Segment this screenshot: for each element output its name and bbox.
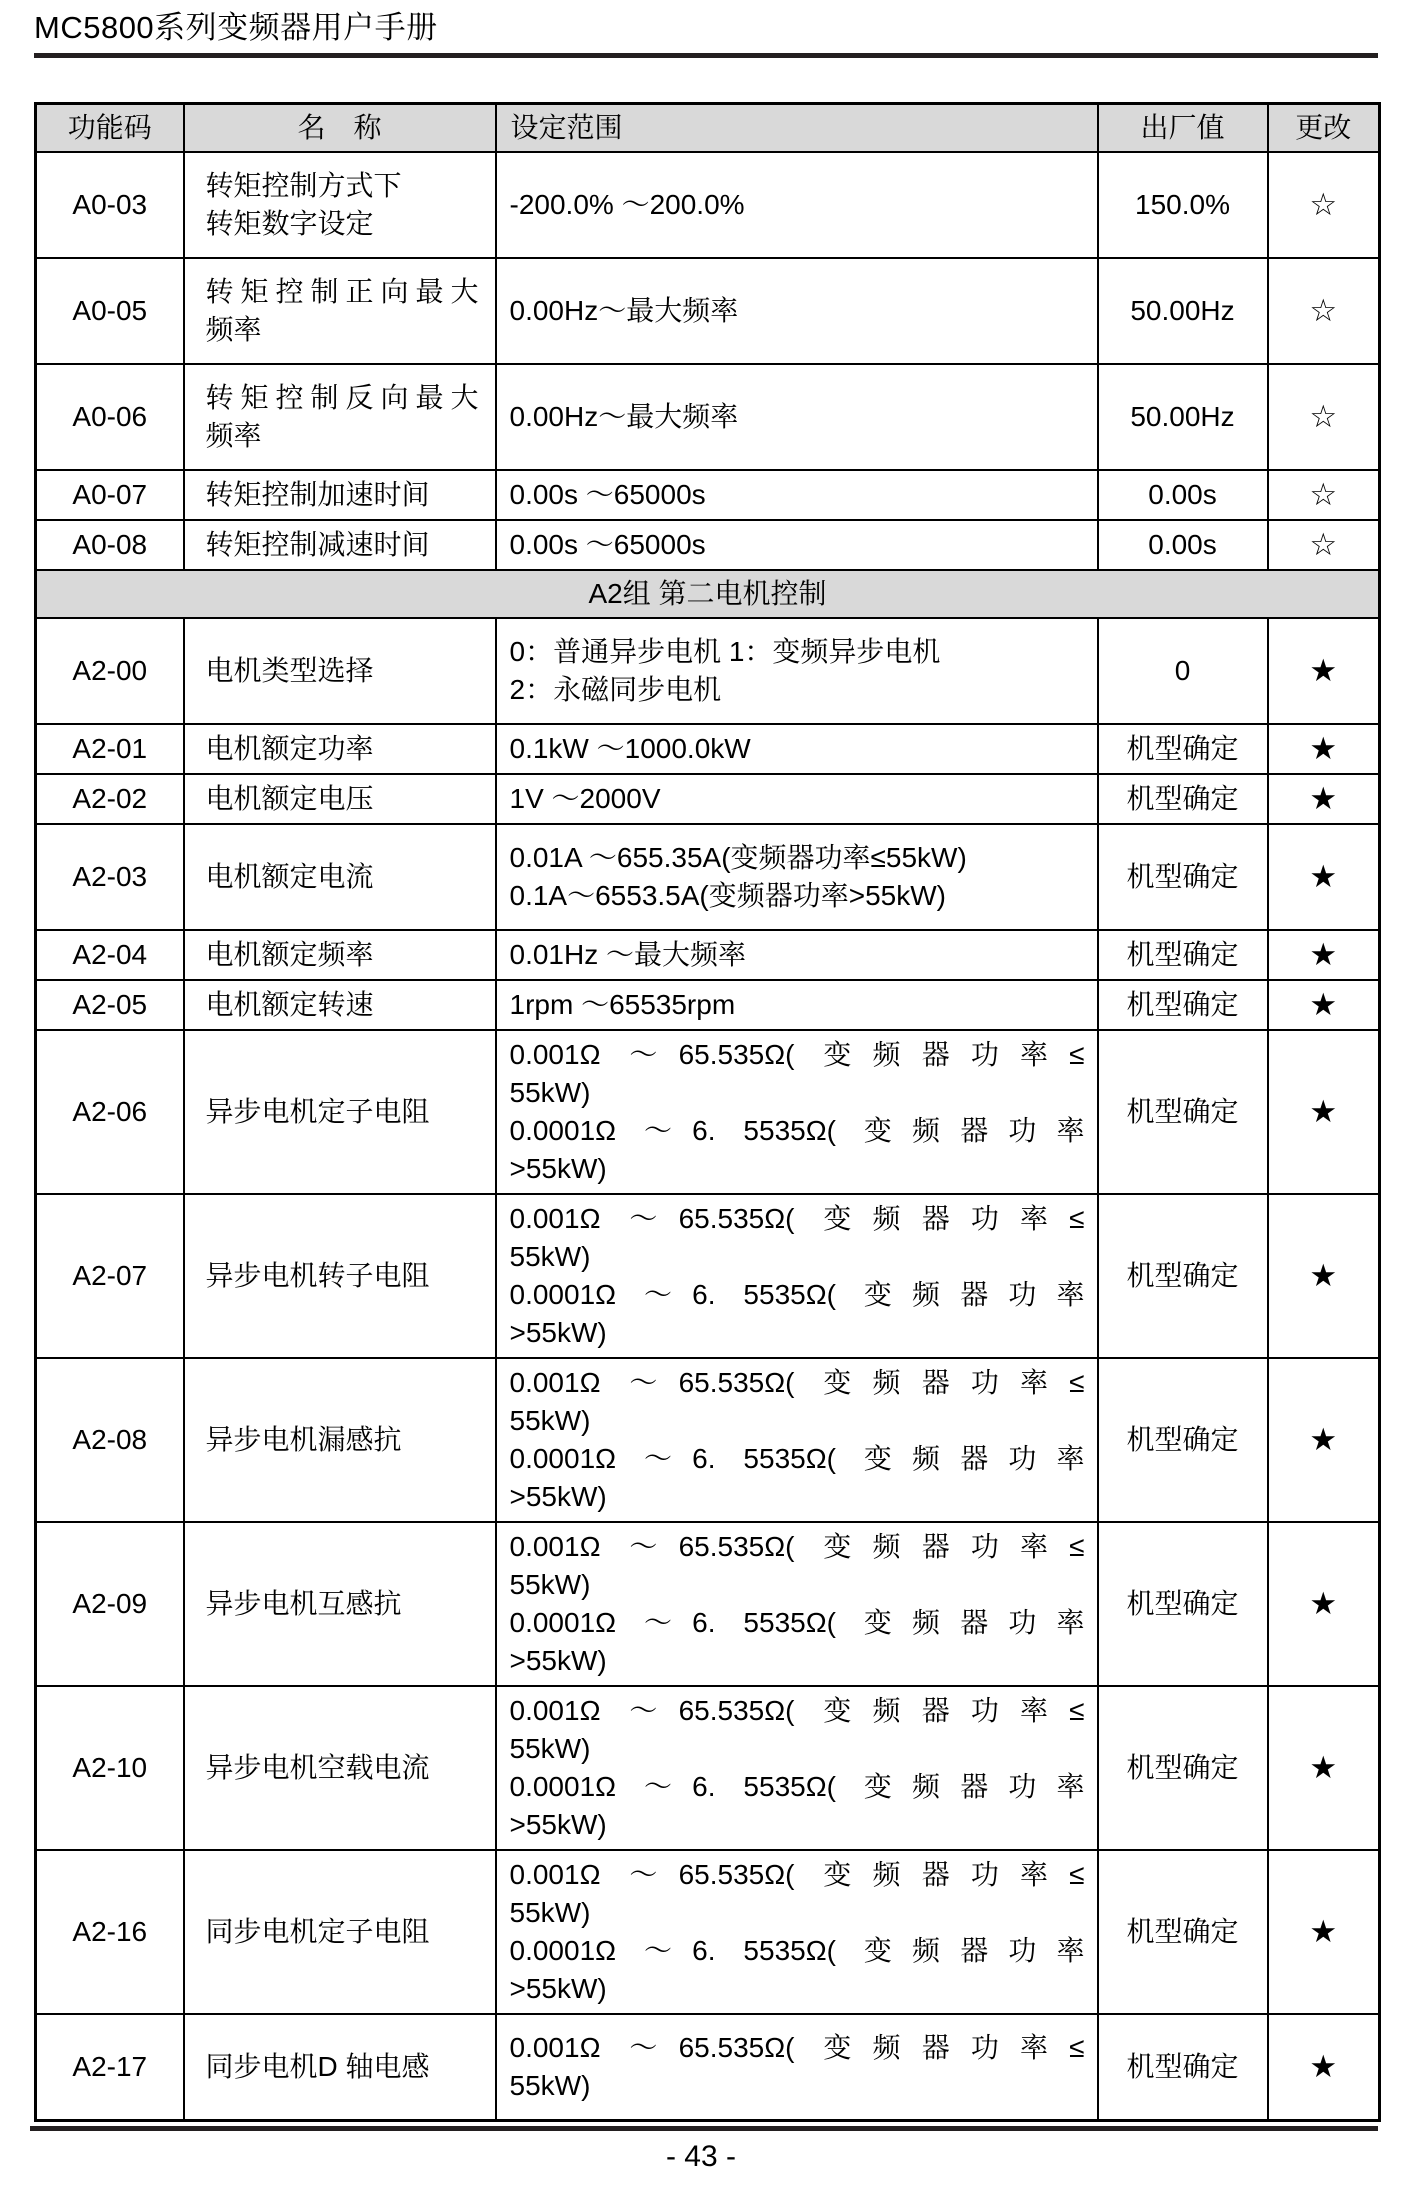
setting-range-cell <box>496 1194 1098 1358</box>
factory-default-cell: 0.00s <box>1098 470 1268 520</box>
text-line: 0.00s ～65000s <box>509 479 706 510</box>
function-code-cell: A2-06 <box>36 1030 184 1194</box>
factory-default-cell: 机型确定 <box>1098 1030 1268 1194</box>
factory-default-cell: 机型确定 <box>1098 2014 1268 2121</box>
text-line: 同步电机定子电阻 <box>205 1916 430 1947</box>
name-cell <box>184 152 496 258</box>
column-header-code: 功能码 <box>36 104 184 153</box>
factory-default-cell: 50.00Hz <box>1098 364 1268 470</box>
table-row <box>36 364 1380 470</box>
setting-range-cell <box>496 470 1098 520</box>
filled-star-icon: ★ <box>1309 1750 1338 1785</box>
function-code-cell: A2-10 <box>36 1686 184 1850</box>
text-line: 0.0001Ω ～6. 5535Ω( 变频器功率 <box>509 1771 1085 1802</box>
parameter-table <box>34 102 1381 2122</box>
name-cell <box>184 364 496 470</box>
footer-divider <box>30 2126 1378 2131</box>
open-star-icon: ☆ <box>1309 399 1338 434</box>
filled-star-icon: ★ <box>1309 731 1338 766</box>
setting-range-cell <box>496 1030 1098 1194</box>
text-line: 异步电机定子电阻 <box>205 1096 430 1127</box>
change-cell <box>1268 980 1380 1030</box>
text-line: 转矩控制反向最大 <box>205 382 479 413</box>
text-line: 0.0001Ω ～6. 5535Ω( 变频器功率 <box>509 1935 1085 1966</box>
name-cell <box>184 470 496 520</box>
setting-range-cell <box>496 1358 1098 1522</box>
text-line: 异步电机漏感抗 <box>205 1424 402 1455</box>
table-row <box>36 980 1380 1030</box>
setting-range-cell <box>496 1686 1098 1850</box>
table-row <box>36 824 1380 930</box>
change-cell <box>1268 470 1380 520</box>
setting-range-cell <box>496 2014 1098 2121</box>
setting-range-cell <box>496 1850 1098 2014</box>
text-line: 0.0001Ω ～6. 5535Ω( 变频器功率 <box>509 1607 1085 1638</box>
name-cell <box>184 258 496 364</box>
text-line: >55kW) <box>509 1481 607 1512</box>
factory-default-cell: 50.00Hz <box>1098 258 1268 364</box>
text-line: 0.0001Ω ～6. 5535Ω( 变频器功率 <box>509 1279 1085 1310</box>
text-line: 1V ～2000V <box>509 783 661 814</box>
function-code-cell: A0-08 <box>36 520 184 570</box>
text-line: 电机额定电压 <box>205 783 374 814</box>
setting-range-cell <box>496 774 1098 824</box>
setting-range-cell <box>496 152 1098 258</box>
filled-star-icon: ★ <box>1309 1258 1338 1293</box>
text-line: 转矩控制正向最大 <box>205 276 479 307</box>
factory-default-cell: 机型确定 <box>1098 1850 1268 2014</box>
text-line: 电机额定功率 <box>205 733 374 764</box>
name-cell <box>184 980 496 1030</box>
table-row <box>36 1194 1380 1358</box>
text-line: 转矩数字设定 <box>205 208 374 239</box>
filled-star-icon: ★ <box>1309 781 1338 816</box>
setting-range-cell <box>496 258 1098 364</box>
change-cell <box>1268 152 1380 258</box>
setting-range-cell <box>496 980 1098 1030</box>
function-code-cell: A0-05 <box>36 258 184 364</box>
text-line: >55kW) <box>509 1317 607 1348</box>
name-cell <box>184 2014 496 2121</box>
factory-default-cell: 机型确定 <box>1098 774 1268 824</box>
setting-range-cell <box>496 824 1098 930</box>
name-cell <box>184 824 496 930</box>
text-line: 0.00Hz～最大频率 <box>509 295 739 326</box>
text-line: 0.00s ～65000s <box>509 529 706 560</box>
text-line: 1rpm ～65535rpm <box>509 989 736 1020</box>
text-line: 0.001Ω ～65.535Ω( 变频器功率≤ <box>509 1531 1085 1562</box>
setting-range-cell <box>496 618 1098 724</box>
name-cell <box>184 724 496 774</box>
function-code-cell: A0-06 <box>36 364 184 470</box>
factory-default-cell: 机型确定 <box>1098 1194 1268 1358</box>
function-code-cell: A2-08 <box>36 1358 184 1522</box>
text-line: 0.00Hz～最大频率 <box>509 401 739 432</box>
table-row <box>36 1850 1380 2014</box>
table-row <box>36 2014 1380 2121</box>
text-line: 0.01Hz ～最大频率 <box>509 939 746 970</box>
table-row <box>36 930 1380 980</box>
change-cell <box>1268 1358 1380 1522</box>
text-line: 0.0001Ω ～6. 5535Ω( 变频器功率 <box>509 1443 1085 1474</box>
factory-default-cell: 机型确定 <box>1098 1686 1268 1850</box>
table-row <box>36 258 1380 364</box>
name-cell <box>184 774 496 824</box>
text-line: 转矩控制方式下 <box>205 170 402 201</box>
setting-range-cell <box>496 364 1098 470</box>
function-code-cell: A2-02 <box>36 774 184 824</box>
function-code-cell: A2-17 <box>36 2014 184 2121</box>
header-row <box>36 104 1380 153</box>
table-row <box>36 1030 1380 1194</box>
text-line: 55kW) <box>509 1241 591 1272</box>
text-line: 电机额定电流 <box>205 861 374 892</box>
function-code-cell: A2-04 <box>36 930 184 980</box>
text-line: >55kW) <box>509 1973 607 2004</box>
name-cell <box>184 1850 496 2014</box>
header-divider <box>34 53 1378 58</box>
name-cell <box>184 1522 496 1686</box>
change-cell <box>1268 1030 1380 1194</box>
text-line: 0.1A～6553.5A(变频器功率>55kW) <box>509 880 946 911</box>
text-line: >55kW) <box>509 1645 607 1676</box>
table-row <box>36 470 1380 520</box>
change-cell <box>1268 1850 1380 2014</box>
table-row <box>36 1686 1380 1850</box>
filled-star-icon: ★ <box>1309 1094 1338 1129</box>
factory-default-cell: 机型确定 <box>1098 1522 1268 1686</box>
text-line: 2：永磁同步电机 <box>509 674 722 705</box>
text-line: 0：普通异步电机 1：变频异步电机 <box>509 636 941 667</box>
text-line: 55kW) <box>509 1569 591 1600</box>
table-row <box>36 152 1380 258</box>
text-line: 0.001Ω ～65.535Ω( 变频器功率≤ <box>509 1203 1085 1234</box>
section-row <box>36 570 1380 618</box>
function-code-cell: A2-01 <box>36 724 184 774</box>
text-line: 频率 <box>205 314 262 345</box>
text-line: 0.001Ω ～65.535Ω( 变频器功率≤ <box>509 1039 1085 1070</box>
name-cell <box>184 1194 496 1358</box>
text-line: 0.1kW ～1000.0kW <box>509 733 751 764</box>
change-cell <box>1268 724 1380 774</box>
change-cell <box>1268 258 1380 364</box>
factory-default-cell: 机型确定 <box>1098 1358 1268 1522</box>
function-code-cell: A2-03 <box>36 824 184 930</box>
text-line: 同步电机D 轴电感 <box>205 2051 430 2082</box>
change-cell <box>1268 824 1380 930</box>
text-line: 异步电机互感抗 <box>205 1588 402 1619</box>
filled-star-icon: ★ <box>1309 1586 1338 1621</box>
text-line: 0.001Ω ～65.535Ω( 变频器功率≤ <box>509 1367 1085 1398</box>
text-line: 0.0001Ω ～6. 5535Ω( 变频器功率 <box>509 1115 1085 1146</box>
text-line: 电机额定频率 <box>205 939 374 970</box>
text-line: 电机类型选择 <box>205 655 374 686</box>
table-row <box>36 1358 1380 1522</box>
column-header-range: 设定范围 <box>496 104 1098 153</box>
text-line: 55kW) <box>509 1733 591 1764</box>
factory-default-cell: 0.00s <box>1098 520 1268 570</box>
text-line: 55kW) <box>509 2070 591 2101</box>
factory-default-cell: 机型确定 <box>1098 724 1268 774</box>
setting-range-cell <box>496 930 1098 980</box>
column-header-default: 出厂值 <box>1098 104 1268 153</box>
table-row <box>36 618 1380 724</box>
page-title: MC5800系列变频器用户手册 <box>34 10 438 45</box>
change-cell <box>1268 618 1380 724</box>
name-cell <box>184 1358 496 1522</box>
change-cell <box>1268 520 1380 570</box>
setting-range-cell <box>496 520 1098 570</box>
filled-star-icon: ★ <box>1309 859 1338 894</box>
text-line: 异步电机空载电流 <box>205 1752 430 1783</box>
parameter-table-body <box>36 152 1380 2121</box>
filled-star-icon: ★ <box>1309 1914 1338 1949</box>
column-header-change: 更改 <box>1268 104 1380 153</box>
text-line: 55kW) <box>509 1077 591 1108</box>
open-star-icon: ☆ <box>1309 477 1338 512</box>
text-line: 55kW) <box>509 1405 591 1436</box>
name-cell <box>184 1686 496 1850</box>
function-code-cell: A2-05 <box>36 980 184 1030</box>
text-line: -200.0% ～200.0% <box>509 189 745 220</box>
factory-default-cell: 150.0% <box>1098 152 1268 258</box>
table-row <box>36 1522 1380 1686</box>
text-line: 转矩控制减速时间 <box>205 529 430 560</box>
factory-default-cell: 机型确定 <box>1098 824 1268 930</box>
function-code-cell: A0-03 <box>36 152 184 258</box>
text-line: >55kW) <box>509 1809 607 1840</box>
text-line: 0.001Ω ～65.535Ω( 变频器功率≤ <box>509 2032 1085 2063</box>
open-star-icon: ☆ <box>1309 187 1338 222</box>
open-star-icon: ☆ <box>1309 293 1338 328</box>
name-cell <box>184 520 496 570</box>
table-row <box>36 774 1380 824</box>
column-header-name: 名 称 <box>184 104 496 153</box>
change-cell <box>1268 774 1380 824</box>
section-header: A2组 第二电机控制 <box>36 570 1380 618</box>
text-line: 频率 <box>205 420 262 451</box>
setting-range-cell <box>496 1522 1098 1686</box>
name-cell <box>184 930 496 980</box>
name-cell <box>184 1030 496 1194</box>
open-star-icon: ☆ <box>1309 527 1338 562</box>
filled-star-icon: ★ <box>1309 653 1338 688</box>
name-cell <box>184 618 496 724</box>
text-line: 异步电机转子电阻 <box>205 1260 430 1291</box>
filled-star-icon: ★ <box>1309 2049 1338 2084</box>
table-row <box>36 724 1380 774</box>
parameter-table-header <box>36 104 1380 153</box>
filled-star-icon: ★ <box>1309 1422 1338 1457</box>
setting-range-cell <box>496 724 1098 774</box>
function-code-cell: A2-07 <box>36 1194 184 1358</box>
change-cell <box>1268 1522 1380 1686</box>
filled-star-icon: ★ <box>1309 987 1338 1022</box>
factory-default-cell: 0 <box>1098 618 1268 724</box>
change-cell <box>1268 364 1380 470</box>
function-code-cell: A2-09 <box>36 1522 184 1686</box>
text-line: 0.01A ～655.35A(变频器功率≤55kW) <box>509 842 967 873</box>
factory-default-cell: 机型确定 <box>1098 980 1268 1030</box>
function-code-cell: A2-00 <box>36 618 184 724</box>
page-number: - 43 - <box>665 2140 737 2173</box>
text-line: 55kW) <box>509 1897 591 1928</box>
function-code-cell: A0-07 <box>36 470 184 520</box>
function-code-cell: A2-16 <box>36 1850 184 2014</box>
filled-star-icon: ★ <box>1309 937 1338 972</box>
table-row <box>36 520 1380 570</box>
change-cell <box>1268 2014 1380 2121</box>
text-line: 电机额定转速 <box>205 989 374 1020</box>
text-line: 0.001Ω ～65.535Ω( 变频器功率≤ <box>509 1859 1085 1890</box>
text-line: 0.001Ω ～65.535Ω( 变频器功率≤ <box>509 1695 1085 1726</box>
change-cell <box>1268 930 1380 980</box>
change-cell <box>1268 1686 1380 1850</box>
text-line: >55kW) <box>509 1153 607 1184</box>
text-line: 转矩控制加速时间 <box>205 479 430 510</box>
change-cell <box>1268 1194 1380 1358</box>
factory-default-cell: 机型确定 <box>1098 930 1268 980</box>
